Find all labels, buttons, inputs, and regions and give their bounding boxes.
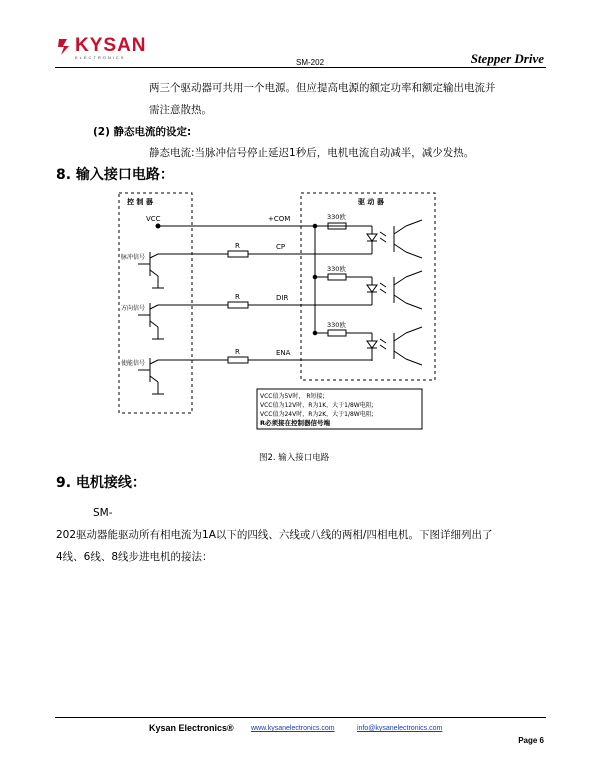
note-line3: VCC值为24V时，R为2K，大于1/8W电阻; [260,411,374,418]
logo-text: KYSAN [75,35,147,56]
kysan-logo-icon [57,35,75,57]
item2-text: 静态电流:当脉冲信号停止延迟1秒后，电机电流自动减半，减少发热。 [149,147,475,159]
para1-line1: 两三个驱动器可共用一个电源。但应提高电源的额定功率和额定输出电流并 [149,82,496,94]
enable-signal-label: 使能信号 [121,360,146,367]
com-label: +COM [268,215,291,223]
note-line1: VCC值为5V时， R短接; [260,393,325,400]
header-rule [55,67,546,68]
signal-cp: CP [276,243,286,251]
item2-heading: (2) 静态电流的设定: [93,126,192,138]
logo-subtext: ELECTRONICS [75,55,126,60]
resistor-r-1: R [235,242,240,250]
driver-label: 驱 动 器 [358,198,384,206]
signal-ena: ENA [276,349,291,357]
para9-line3: 4线、6线、8线步进电机的接法： [56,551,213,563]
resistor-r-2: R [235,293,240,301]
resistor-330-3: 330欧 [327,321,346,329]
vcc-label: VCC [146,215,161,223]
page-number: Page 6 [518,736,544,745]
product-title: Stepper Drive [470,51,544,66]
section8-heading: 8. 输入接口电路： [56,167,174,183]
footer-email-link[interactable]: info@kysanelectronics.com [357,725,443,732]
controller-label: 控 制 器 [127,198,153,206]
direction-signal-label: 方向信号 [121,305,146,312]
para9-line1: SM- [93,507,113,519]
section9-heading: 9. 电机接线： [56,475,146,491]
note-line2: VCC值为12V时，R为1K，大于1/8W电阻; [260,402,374,409]
para1-line2: 需注意散热。 [149,104,212,116]
resistor-330-2: 330欧 [327,265,346,273]
resistor-330-1: 330欧 [327,213,346,221]
footer-company: Kysan Electronics® [149,723,234,733]
figure-caption: 图2. 输入接口电路 [259,453,330,463]
signal-dir: DIR [276,294,289,302]
pulse-signal-label: 脉冲信号 [121,254,146,261]
note-line4: R必须接在控制器信号端 [260,419,331,427]
resistor-r-3: R [235,348,240,356]
para9-line2: 202驱动器能驱动所有相电流为1A以下的四线、六线或八线的两相/四相电机。下图详细列出了 [56,529,493,541]
footer-rule [55,717,546,718]
input-interface-circuit-diagram [100,188,445,440]
footer-website-link[interactable]: www.kysanelectronics.com [251,725,335,732]
doc-code: SM-202 [296,58,325,67]
